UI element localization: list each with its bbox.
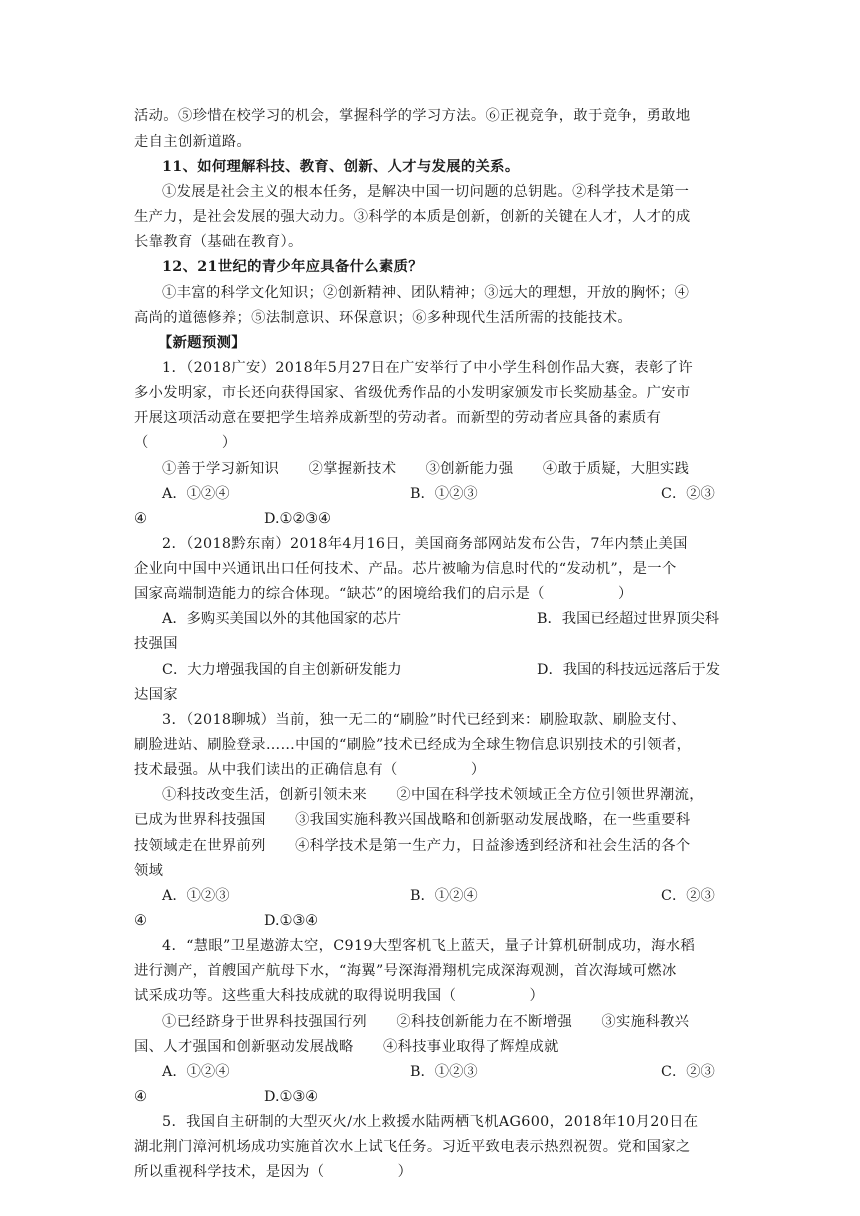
- question-3-text: 3．（2018聊城）当前，独一无二的“刷脸”时代已经到来：刷脸取款、刷脸支付、: [162, 712, 687, 728]
- text-line: 多小发明家，市长还向获得国家、省级优秀作品的小发明家颁发市长奖励基金。广安市: [134, 385, 691, 401]
- text-line: 所以重视科学技术，是因为（ ）: [134, 1164, 413, 1180]
- text-line: 生产力，是社会发展的强大动力。③科学的本质是创新，创新的关键在人才，人才的成: [134, 209, 691, 225]
- text-line: 湖北荆门漳河机场成功实施首次水上试飞任务。习近平致电表示热烈祝贺。党和国家之: [134, 1139, 691, 1155]
- choice-b: B．我国已经超过世界顶尖科: [537, 611, 720, 627]
- question-1-text: 1．（2018广安）2018年5月27日在广安举行了中小学生科创作品大赛，表彰了许: [162, 360, 693, 376]
- choice-row: [134, 507, 734, 531]
- choice-c: C．大力增强我国的自主创新研发能力: [162, 662, 402, 678]
- text-line: 达国家: [134, 687, 178, 703]
- answer-blank: （ ）: [134, 435, 237, 451]
- text-line: 领域: [134, 863, 164, 879]
- text-line: 进行测产，首艘国产航母下水，“海翼”号深海滑翔机完成深海观测，首次海域可燃冰: [134, 963, 677, 979]
- choice-b: B．①②④: [410, 888, 478, 904]
- text-line: ①发展是社会主义的根本任务，是解决中国一切问题的总钥匙。②科学技术是第一: [162, 184, 690, 200]
- text-line: 技术最强。从中我们读出的正确信息有（ ）: [134, 762, 486, 778]
- question-5-text: 5．我国自主研制的大型灭火/水上救援水陆两栖飞机AG600，2018年10月20日在: [162, 1114, 699, 1130]
- text-line: 国、人才强国和创新驱动发展战略 ④科技事业取得了辉煌成就: [134, 1039, 559, 1055]
- choice-a: A．①②③: [162, 888, 230, 904]
- choice-a: A．①②④: [162, 486, 230, 502]
- text-line: 刷脸进站、刷脸登录……中国的“刷脸”技术已经成为全球生物信息识别技术的引领者，: [134, 737, 692, 753]
- text-line: 试采成功等。这些重大科技成就的取得说明我国（ ）: [134, 988, 545, 1004]
- choice-d: D.①③④: [264, 913, 318, 929]
- question-4-text: 4．“慧眼”卫星遨游太空，C919大型客机飞上蓝天，量子计算机研制成功，海水稻: [162, 938, 696, 954]
- choice-c-cont: ④: [134, 511, 147, 527]
- choice-d: D.①③④: [264, 1089, 318, 1105]
- section-heading-11: 11、如何理解科技、教育、创新、人才与发展的关系。: [162, 159, 520, 175]
- choice-row: [134, 482, 734, 506]
- choice-row: [134, 1060, 734, 1084]
- statement-options: ①善于学习新知识 ②掌握新技术 ③创新能力强 ④敢于质疑，大胆实践: [162, 461, 690, 477]
- choice-b: B．①②③: [410, 486, 478, 502]
- choice-b: B．①②③: [410, 1064, 478, 1080]
- text-line: 已成为世界科技强国 ③我国实施科教兴国战略和创新驱动发展战略，在一些重要科: [134, 812, 691, 828]
- section-heading-prediction: 【新题预测】: [158, 335, 246, 351]
- question-2-text: 2．（2018黔东南）2018年4月16日，美国商务部网站发布公告，7年内禁止美国: [162, 536, 688, 552]
- text-line: 技领域走在世界前列 ④科学技术是第一生产力，日益渗透到经济和社会生活的各个: [134, 838, 691, 854]
- choice-row: [134, 658, 734, 682]
- text-line: 走自主创新道路。: [134, 134, 252, 150]
- choice-row: [134, 607, 734, 631]
- choice-row: [134, 1085, 734, 1109]
- text-line: 技强国: [134, 636, 178, 652]
- choice-a: A．①②④: [162, 1064, 230, 1080]
- statement-options: ①已经跻身于世界科技强国行列 ②科技创新能力在不断增强 ③实施科教兴: [162, 1014, 690, 1030]
- text-line: 企业向中国中兴通讯出口任何技术、产品。芯片被喻为信息时代的“发动机”，是一个: [134, 561, 677, 577]
- choice-a: A．多购买美国以外的其他国家的芯片: [162, 611, 402, 627]
- text-line: ①丰富的科学文化知识；②创新精神、团队精神；③远大的理想，开放的胸怀；④: [162, 285, 690, 301]
- choice-d: D.①②③④: [264, 511, 331, 527]
- choice-c-cont: ④: [134, 1089, 147, 1105]
- text-line: 活动。⑤珍惜在校学习的机会，掌握科学的学习方法。⑥正视竞争，敢于竞争，勇敢地: [134, 108, 691, 124]
- choice-c: C．②③: [661, 486, 715, 502]
- choice-row: [134, 909, 734, 933]
- choice-c: C．②③: [661, 1064, 715, 1080]
- statement-options: ①科技改变生活，创新引领未来 ②中国在科学技术领域正全方位引领世界潮流，: [162, 787, 704, 803]
- choice-c-cont: ④: [134, 913, 147, 929]
- text-line: 开展这项活动意在要把学生培养成新型的劳动者。而新型的劳动者应具备的素质有: [134, 410, 662, 426]
- choice-d: D．我国的科技远远落后于发: [537, 662, 721, 678]
- text-line: 国家高端制造能力的综合体现。“缺芯”的困境给我们的启示是（ ）: [134, 586, 633, 602]
- section-heading-12: 12、21世纪的青少年应具备什么素质？: [162, 259, 423, 275]
- choice-c: C．②③: [661, 888, 715, 904]
- choice-row: [134, 884, 734, 908]
- text-line: 长靠教育（基础在教育）。: [134, 234, 303, 250]
- text-line: 高尚的道德修养；⑤法制意识、环保意识；⑥多种现代生活所需的技能技术。: [134, 310, 632, 326]
